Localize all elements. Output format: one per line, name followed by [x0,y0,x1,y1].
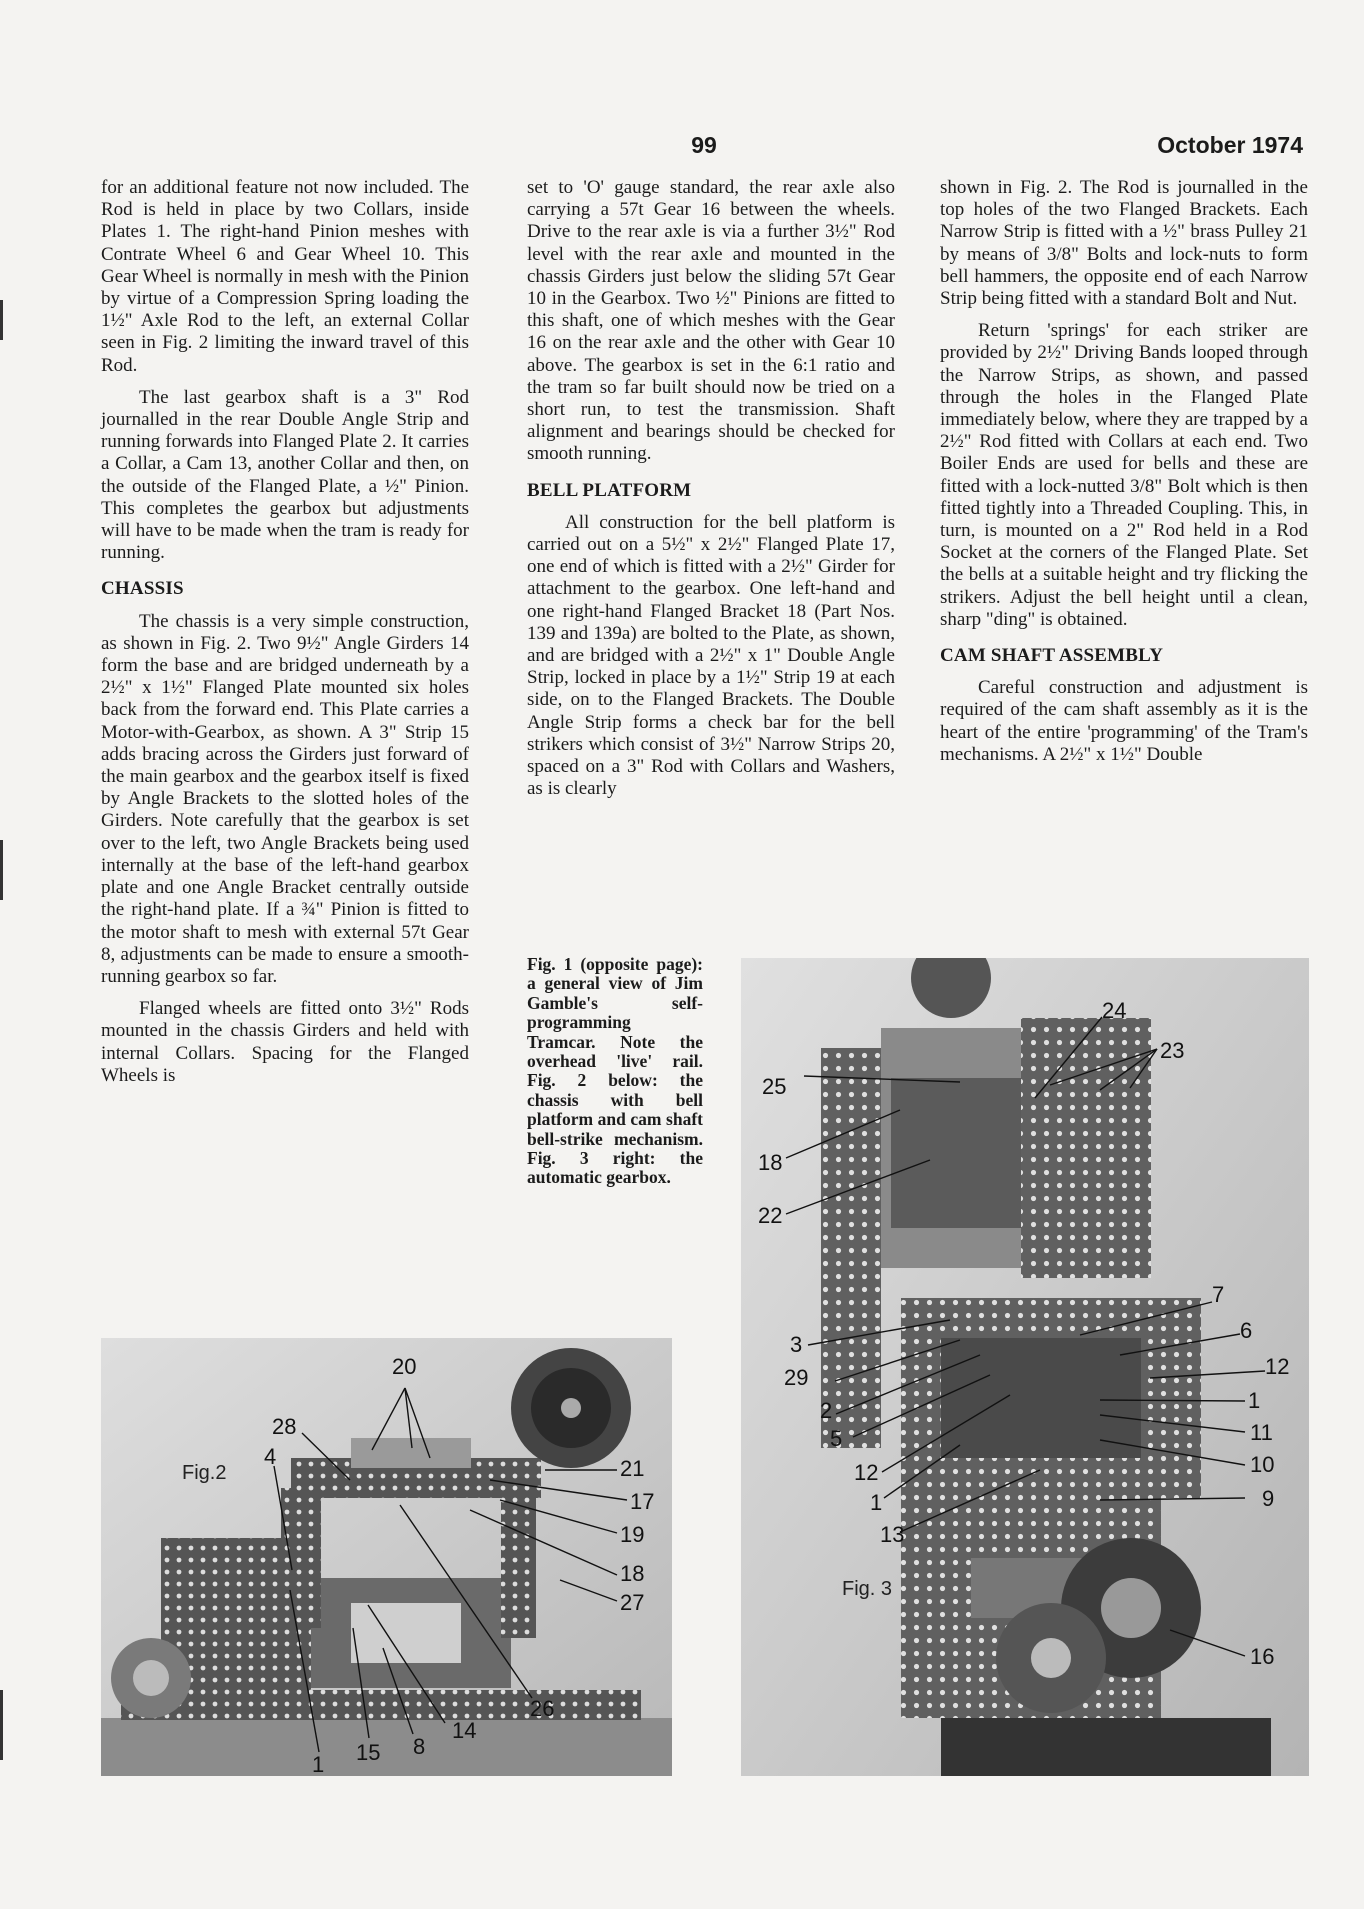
paragraph: The chassis is a very simple construction, as shown in Fig. 2. Two 9½" Angle Girders 14 form the base and are bridged underneath by a 2½" x 1½" Flanged Plate mounted six holes back from the forward end. This Plate carries a Motor-with-Gearbox, as shown. A 3" Strip 15 adds bracing across the Girders just forward of the main gearbox and the gearbox itself is fixed by Angle Brackets to the slotted holes of the Girders. Note carefully that the gearbox is set over to the left, two Angle Brackets being used internally at the base of the left-hand gearbox plate and one Angle Bracket centrally outside the right-hand plate. If a ¾" Pinion is fitted to the motor shaft to mesh with external 57t Gear 8, adjustments can be made to ensure a smooth-running gearbox so far. [101,610,469,987]
text-column-1 [101,177,469,1097]
section-heading-cam-shaft: CAM SHAFT ASSEMBLY [940,645,1164,667]
paragraph: Flanged wheels are fitted onto 3½" Rods mounted in the chassis Girders and held with internal Collars. Spacing for the Flanged Wheels is [101,998,469,1086]
fig3-callout: 12 [1265,1354,1290,1379]
page-number: 99 [691,132,717,158]
fig2-callout: 27 [620,1590,645,1615]
fig2-callout: 19 [620,1522,645,1547]
fig2-callout: 17 [630,1489,655,1514]
paragraph: Careful construction and adjustment is required of the cam shaft assembly as it is the heart of the entire 'programming' of the Tram's mechanisms. A 2½" x 1½" Double [940,677,1308,765]
section-heading-chassis: CHASSIS [101,578,184,600]
fig2-callout: 20 [392,1354,417,1379]
fig2-label: Fig.2 [182,1462,227,1484]
fig3-callout: 7 [1212,1282,1225,1307]
scan-edge-mark [0,840,3,900]
fig3-callout: 5 [830,1426,843,1451]
paragraph: shown in Fig. 2. The Rod is journalled in the top holes of the two Flanged Brackets. Each Narrow Strip is fitted with a ½" brass Pulley 21 by means of 3/8" Bolts and lock-nuts to form bell hammers, the opposite end of each Narrow Strip being fitted with a standard Bolt and Nut. [940,177,1308,310]
fig2-photo [101,1338,672,1776]
issue-date: October 1974 [1157,132,1303,158]
fig2-callout: 21 [620,1456,645,1481]
fig2-callout: 4 [264,1444,277,1469]
fig3-callout: 29 [784,1365,809,1390]
fig3-label: Fig. 3 [842,1578,893,1600]
scan-edge-mark [0,300,3,340]
fig3-callout: 16 [1250,1644,1275,1669]
fig3-callout: 1 [1248,1388,1261,1413]
scan-edge-mark [0,1690,3,1760]
fig2-callout: 1 [312,1752,325,1777]
text-column-2 [527,177,895,810]
paragraph: for an additional feature not now included. The Rod is held in place by two Collars, inside Plates 1. The right-hand Pinion meshes with Contrate Wheel 6 and Gear Wheel 10. This Gear Wheel is normally in mesh with the Pinion by virtue of a Compression Spring loading the 1½" Axle Rod to the left, an external Collar seen in Fig. 2 limiting the inward travel of this Rod. [101,177,469,376]
fig3-callout: 10 [1250,1452,1275,1477]
fig3-callout: 11 [1250,1420,1273,1445]
fig3-callout: 24 [1102,998,1127,1023]
fig3-callout: 2 [820,1398,833,1423]
text-column-3 [940,177,1308,776]
fig2-callout: 15 [356,1740,381,1765]
fig2-photo-illustration [101,1338,672,1776]
fig3-callout: 3 [790,1332,803,1357]
figure-caption: Fig. 1 (opposite page): a general view of Jim Gamble's self-programming Tramcar. Note the overhead 'live' rail. Fig. 2 below: the chassis with bell platform and cam shaft bell-strike mechanism. Fig. 3 right: the automatic gearbox. [527,954,703,1188]
paragraph: set to 'O' gauge standard, the rear axle also carrying a 57t Gear 16 between the wheels. Drive to the rear axle is via a further 3½" Rod level with the rear axle and mounted in the chassis Girders just below the sliding 57t Gear 10 in the Gearbox. Two ½" Pinions are fitted to this shaft, one of which meshes with the Gear 16 on the rear axle and the other with Gear 10 above. The gearbox is set in the 6:1 ratio and the tram so far built should now be tried on a short run, to test the transmission. Shaft alignment and bearings should be checked for smooth running. [527,177,895,465]
fig3-callout: 18 [758,1150,783,1175]
fig3-callout: 12 [854,1460,879,1485]
paragraph: Return 'springs' for each striker are provided by 2½" Driving Bands looped through the Narrow Strips, as shown, and passed through the holes in the Flanged Plate immediately below, where they are trapped by a 2½" Rod fitted with Collars at each end. Two Boiler Ends are used for bells and these are fitted with a lock-nutted 3/8" Bolt which is then fitted tightly into a Threaded Coupling. This, in turn, is mounted on a 2" Rod held in a Rod Socket at the corners of the Flanged Plate. Set the bells at a suitable height and try flicking the strikers. Adjust the bell height until a clean, sharp "ding" is obtained. [940,320,1308,630]
paragraph: The last gearbox shaft is a 3" Rod journalled in the rear Double Angle Strip and running forwards into Flanged Plate 2. It carries a Collar, a Cam 13, another Collar and then, on the outside of the Flanged Plate, a ½" Pinion. This completes the gearbox but adjustments will have to be made when the tram is ready for running. [101,386,469,564]
fig3-callout: 1 [870,1490,883,1515]
fig3-callout: 9 [1262,1486,1275,1511]
fig2-callout: 8 [413,1734,426,1759]
section-heading-bell-platform: BELL PLATFORM [527,479,692,501]
fig3-callout: 25 [762,1074,787,1099]
fig3-photo-illustration [741,958,1309,1776]
fig2-callout: 28 [272,1414,297,1439]
fig3-callout: 22 [758,1203,783,1228]
paragraph: All construction for the bell platform is carried out on a 5½" x 2½" Flanged Plate 17, one end of which is fitted with a 2½" Girder for attachment to the gearbox. One left-hand and one right-hand Flanged Bracket 18 (Part Nos. 139 and 139a) are bolted to the Plate, as shown, and are bridged with a 2½" x 1" Double Angle Strip, locked in place by a 1½" Strip 19 at each side, on to the Flanged Brackets. The Double Angle Strip forms a check bar for the bell strikers which consist of 3½" Narrow Strips 20, spaced on a 3" Rod with Collars and Washers, as is clearly [527,511,895,800]
fig3-callout: 13 [880,1522,905,1547]
fig3-callout: 6 [1240,1318,1253,1343]
fig2-callout: 14 [452,1718,477,1743]
fig2-callout: 26 [530,1696,555,1721]
fig2-callout: 18 [620,1561,645,1586]
fig3-callout: 23 [1160,1038,1185,1063]
fig3-photo [741,958,1309,1776]
